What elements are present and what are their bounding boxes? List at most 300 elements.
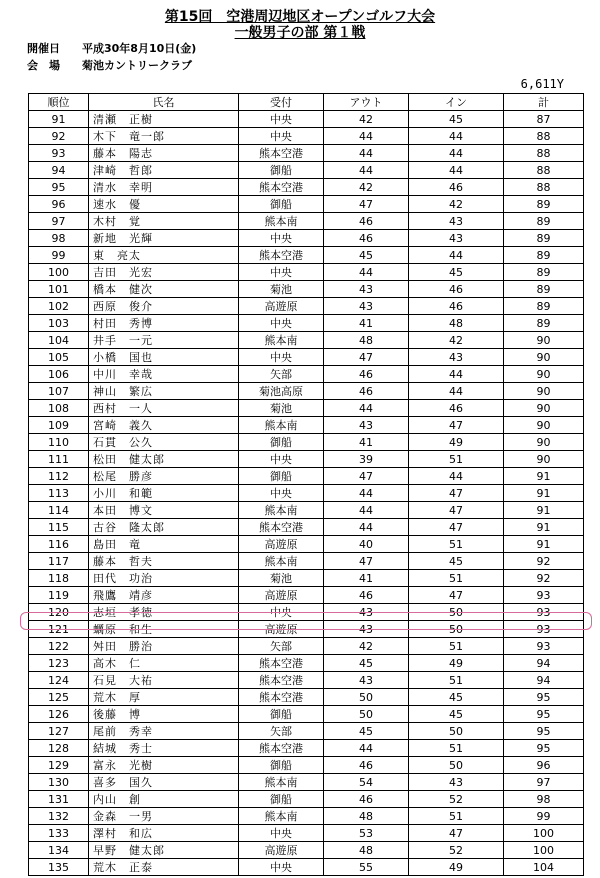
cell-club: 熊本南 bbox=[239, 213, 324, 230]
cell-name: 松田 健太郎 bbox=[89, 451, 239, 468]
cell-rank: 110 bbox=[29, 434, 89, 451]
cell-out: 41 bbox=[324, 570, 409, 587]
cell-in: 44 bbox=[409, 162, 504, 179]
cell-in: 51 bbox=[409, 740, 504, 757]
cell-in: 51 bbox=[409, 451, 504, 468]
cell-name: 松尾 勝彦 bbox=[89, 468, 239, 485]
cell-club: 菊池 bbox=[239, 281, 324, 298]
cell-name: 清水 幸明 bbox=[89, 179, 239, 196]
table-row bbox=[29, 757, 584, 774]
cell-total: 99 bbox=[504, 808, 584, 825]
cell-out: 48 bbox=[324, 808, 409, 825]
cell-rank: 92 bbox=[29, 128, 89, 145]
cell-club: 中央 bbox=[239, 349, 324, 366]
cell-in: 49 bbox=[409, 655, 504, 672]
date-label: 開催日 bbox=[27, 42, 60, 55]
cell-in: 49 bbox=[409, 434, 504, 451]
cell-in: 45 bbox=[409, 553, 504, 570]
venue-label: 会 場 bbox=[27, 59, 60, 72]
cell-out: 44 bbox=[324, 502, 409, 519]
cell-in: 46 bbox=[409, 400, 504, 417]
cell-out: 44 bbox=[324, 400, 409, 417]
cell-club: 菊池 bbox=[239, 400, 324, 417]
cell-rank: 101 bbox=[29, 281, 89, 298]
cell-club: 熊本空港 bbox=[239, 179, 324, 196]
cell-rank: 124 bbox=[29, 672, 89, 689]
cell-club: 中央 bbox=[239, 825, 324, 842]
cell-club: 御船 bbox=[239, 468, 324, 485]
table-row bbox=[29, 621, 584, 638]
cell-total: 100 bbox=[504, 842, 584, 859]
cell-name: 内山 創 bbox=[89, 791, 239, 808]
table-row bbox=[29, 706, 584, 723]
cell-out: 43 bbox=[324, 672, 409, 689]
table-row bbox=[29, 485, 584, 502]
cell-name: 荒木 厚 bbox=[89, 689, 239, 706]
cell-total: 90 bbox=[504, 417, 584, 434]
cell-in: 46 bbox=[409, 179, 504, 196]
cell-rank: 102 bbox=[29, 298, 89, 315]
cell-out: 43 bbox=[324, 281, 409, 298]
cell-name: 藤本 哲夫 bbox=[89, 553, 239, 570]
cell-out: 42 bbox=[324, 111, 409, 128]
cell-in: 46 bbox=[409, 298, 504, 315]
cell-in: 46 bbox=[409, 281, 504, 298]
cell-out: 43 bbox=[324, 298, 409, 315]
cell-out: 39 bbox=[324, 451, 409, 468]
cell-total: 89 bbox=[504, 196, 584, 213]
cell-rank: 127 bbox=[29, 723, 89, 740]
cell-total: 88 bbox=[504, 179, 584, 196]
cell-out: 46 bbox=[324, 757, 409, 774]
table-row bbox=[29, 264, 584, 281]
cell-rank: 134 bbox=[29, 842, 89, 859]
cell-total: 95 bbox=[504, 740, 584, 757]
cell-club: 御船 bbox=[239, 757, 324, 774]
cell-name: 村田 秀博 bbox=[89, 315, 239, 332]
cell-in: 52 bbox=[409, 791, 504, 808]
cell-total: 91 bbox=[504, 468, 584, 485]
cell-rank: 103 bbox=[29, 315, 89, 332]
cell-total: 90 bbox=[504, 366, 584, 383]
cell-out: 50 bbox=[324, 706, 409, 723]
cell-club: 熊本空港 bbox=[239, 689, 324, 706]
cell-in: 50 bbox=[409, 604, 504, 621]
cell-name: 西村 一人 bbox=[89, 400, 239, 417]
cell-rank: 129 bbox=[29, 757, 89, 774]
cell-in: 49 bbox=[409, 859, 504, 876]
cell-out: 44 bbox=[324, 162, 409, 179]
cell-out: 43 bbox=[324, 604, 409, 621]
cell-out: 45 bbox=[324, 655, 409, 672]
cell-in: 44 bbox=[409, 247, 504, 264]
cell-club: 中央 bbox=[239, 485, 324, 502]
cell-total: 95 bbox=[504, 723, 584, 740]
table-row bbox=[29, 536, 584, 553]
cell-name: 宮崎 義久 bbox=[89, 417, 239, 434]
cell-out: 45 bbox=[324, 723, 409, 740]
cell-out: 44 bbox=[324, 145, 409, 162]
cell-total: 88 bbox=[504, 162, 584, 179]
cell-rank: 132 bbox=[29, 808, 89, 825]
cell-total: 91 bbox=[504, 485, 584, 502]
cell-rank: 118 bbox=[29, 570, 89, 587]
cell-name: 金森 一男 bbox=[89, 808, 239, 825]
cell-total: 92 bbox=[504, 553, 584, 570]
cell-total: 95 bbox=[504, 689, 584, 706]
table-row bbox=[29, 791, 584, 808]
cell-name: 井手 一元 bbox=[89, 332, 239, 349]
table-row bbox=[29, 111, 584, 128]
cell-out: 44 bbox=[324, 519, 409, 536]
cell-total: 89 bbox=[504, 281, 584, 298]
cell-club: 高遊原 bbox=[239, 842, 324, 859]
cell-rank: 96 bbox=[29, 196, 89, 213]
cell-rank: 119 bbox=[29, 587, 89, 604]
cell-in: 51 bbox=[409, 808, 504, 825]
table-row bbox=[29, 315, 584, 332]
cell-club: 中央 bbox=[239, 451, 324, 468]
cell-club: 熊本空港 bbox=[239, 519, 324, 536]
cell-total: 88 bbox=[504, 128, 584, 145]
table-body bbox=[29, 111, 584, 876]
cell-name: 石見 大祐 bbox=[89, 672, 239, 689]
cell-club: 中央 bbox=[239, 604, 324, 621]
cell-out: 44 bbox=[324, 128, 409, 145]
cell-rank: 113 bbox=[29, 485, 89, 502]
cell-name: 石貫 公久 bbox=[89, 434, 239, 451]
page-subtitle: 一般男子の部 第１戦 bbox=[234, 25, 366, 41]
cell-out: 43 bbox=[324, 417, 409, 434]
table-row bbox=[29, 468, 584, 485]
cell-name: 津崎 哲郎 bbox=[89, 162, 239, 179]
cell-club: 中央 bbox=[239, 859, 324, 876]
cell-rank: 122 bbox=[29, 638, 89, 655]
table-row bbox=[29, 859, 584, 876]
table-row bbox=[29, 434, 584, 451]
cell-total: 93 bbox=[504, 587, 584, 604]
cell-out: 46 bbox=[324, 587, 409, 604]
cell-club: 熊本空港 bbox=[239, 145, 324, 162]
cell-out: 46 bbox=[324, 230, 409, 247]
cell-club: 熊本空港 bbox=[239, 247, 324, 264]
table-row bbox=[29, 502, 584, 519]
cell-rank: 98 bbox=[29, 230, 89, 247]
cell-in: 47 bbox=[409, 417, 504, 434]
table-row bbox=[29, 451, 584, 468]
col-club: 受付 bbox=[239, 94, 324, 111]
cell-name: 本田 博文 bbox=[89, 502, 239, 519]
venue-value: 菊池カントリークラブ bbox=[82, 59, 192, 72]
cell-in: 51 bbox=[409, 536, 504, 553]
cell-name: 古谷 隆太郎 bbox=[89, 519, 239, 536]
venue-row bbox=[27, 59, 192, 73]
table-row bbox=[29, 774, 584, 791]
cell-in: 50 bbox=[409, 757, 504, 774]
table-row bbox=[29, 213, 584, 230]
cell-club: 熊本南 bbox=[239, 808, 324, 825]
cell-name: 木村 覚 bbox=[89, 213, 239, 230]
cell-total: 94 bbox=[504, 655, 584, 672]
cell-name: 田代 功治 bbox=[89, 570, 239, 587]
cell-rank: 131 bbox=[29, 791, 89, 808]
cell-club: 矢部 bbox=[239, 638, 324, 655]
cell-name: 高木 仁 bbox=[89, 655, 239, 672]
cell-in: 43 bbox=[409, 349, 504, 366]
cell-rank: 130 bbox=[29, 774, 89, 791]
cell-rank: 109 bbox=[29, 417, 89, 434]
cell-out: 44 bbox=[324, 740, 409, 757]
cell-total: 91 bbox=[504, 519, 584, 536]
table-row bbox=[29, 383, 584, 400]
table-row bbox=[29, 298, 584, 315]
cell-name: 藤本 陽志 bbox=[89, 145, 239, 162]
results-table bbox=[28, 93, 584, 876]
cell-rank: 106 bbox=[29, 366, 89, 383]
cell-name: 富永 光樹 bbox=[89, 757, 239, 774]
cell-name: 木下 竜一郎 bbox=[89, 128, 239, 145]
cell-in: 51 bbox=[409, 570, 504, 587]
cell-in: 47 bbox=[409, 825, 504, 842]
cell-out: 55 bbox=[324, 859, 409, 876]
cell-club: 熊本南 bbox=[239, 553, 324, 570]
table-row bbox=[29, 808, 584, 825]
cell-total: 90 bbox=[504, 383, 584, 400]
cell-name: 神山 繁広 bbox=[89, 383, 239, 400]
table-row bbox=[29, 655, 584, 672]
cell-out: 45 bbox=[324, 247, 409, 264]
cell-out: 48 bbox=[324, 332, 409, 349]
cell-rank: 115 bbox=[29, 519, 89, 536]
table-header-row bbox=[29, 94, 584, 111]
cell-rank: 123 bbox=[29, 655, 89, 672]
cell-name: 澤村 和広 bbox=[89, 825, 239, 842]
table-row bbox=[29, 519, 584, 536]
cell-name: 小川 和範 bbox=[89, 485, 239, 502]
cell-total: 100 bbox=[504, 825, 584, 842]
table-row bbox=[29, 145, 584, 162]
cell-name: 後藤 博 bbox=[89, 706, 239, 723]
cell-total: 89 bbox=[504, 247, 584, 264]
cell-in: 43 bbox=[409, 213, 504, 230]
cell-name: 尾前 秀幸 bbox=[89, 723, 239, 740]
cell-out: 54 bbox=[324, 774, 409, 791]
cell-rank: 108 bbox=[29, 400, 89, 417]
cell-club: 熊本南 bbox=[239, 417, 324, 434]
cell-name: 荒木 正泰 bbox=[89, 859, 239, 876]
cell-out: 43 bbox=[324, 621, 409, 638]
cell-total: 104 bbox=[504, 859, 584, 876]
cell-club: 御船 bbox=[239, 706, 324, 723]
cell-out: 41 bbox=[324, 315, 409, 332]
cell-out: 41 bbox=[324, 434, 409, 451]
cell-total: 92 bbox=[504, 570, 584, 587]
cell-club: 高遊原 bbox=[239, 536, 324, 553]
cell-club: 御船 bbox=[239, 434, 324, 451]
cell-club: 中央 bbox=[239, 264, 324, 281]
cell-total: 90 bbox=[504, 332, 584, 349]
cell-club: 御船 bbox=[239, 196, 324, 213]
cell-rank: 105 bbox=[29, 349, 89, 366]
cell-total: 95 bbox=[504, 706, 584, 723]
cell-total: 91 bbox=[504, 536, 584, 553]
cell-out: 48 bbox=[324, 842, 409, 859]
cell-total: 93 bbox=[504, 638, 584, 655]
table-row bbox=[29, 281, 584, 298]
cell-club: 御船 bbox=[239, 162, 324, 179]
cell-club: 菊池高原 bbox=[239, 383, 324, 400]
cell-total: 93 bbox=[504, 621, 584, 638]
cell-in: 44 bbox=[409, 366, 504, 383]
table-row bbox=[29, 570, 584, 587]
table-row bbox=[29, 672, 584, 689]
table-row bbox=[29, 128, 584, 145]
cell-in: 45 bbox=[409, 264, 504, 281]
table-row bbox=[29, 825, 584, 842]
cell-name: 喜多 国久 bbox=[89, 774, 239, 791]
cell-total: 90 bbox=[504, 400, 584, 417]
cell-in: 50 bbox=[409, 723, 504, 740]
page-title: 第15回 空港周辺地区オープンゴルフ大会 bbox=[164, 9, 436, 25]
cell-out: 50 bbox=[324, 689, 409, 706]
cell-club: 菊池 bbox=[239, 570, 324, 587]
cell-total: 89 bbox=[504, 213, 584, 230]
col-total: 計 bbox=[504, 94, 584, 111]
cell-out: 40 bbox=[324, 536, 409, 553]
cell-in: 51 bbox=[409, 672, 504, 689]
table-row bbox=[29, 723, 584, 740]
cell-club: 御船 bbox=[239, 791, 324, 808]
cell-rank: 107 bbox=[29, 383, 89, 400]
cell-out: 44 bbox=[324, 485, 409, 502]
cell-in: 43 bbox=[409, 774, 504, 791]
cell-total: 90 bbox=[504, 434, 584, 451]
cell-name: 蠣原 和生 bbox=[89, 621, 239, 638]
cell-rank: 94 bbox=[29, 162, 89, 179]
cell-total: 97 bbox=[504, 774, 584, 791]
cell-club: 熊本南 bbox=[239, 332, 324, 349]
cell-rank: 125 bbox=[29, 689, 89, 706]
cell-total: 93 bbox=[504, 604, 584, 621]
cell-club: 中央 bbox=[239, 315, 324, 332]
cell-club: 熊本南 bbox=[239, 502, 324, 519]
table-row bbox=[29, 689, 584, 706]
cell-in: 43 bbox=[409, 230, 504, 247]
yardage: 6,611Y bbox=[520, 77, 564, 91]
cell-club: 熊本南 bbox=[239, 774, 324, 791]
col-out: アウト bbox=[324, 94, 409, 111]
table-row bbox=[29, 638, 584, 655]
cell-name: 結城 秀士 bbox=[89, 740, 239, 757]
cell-out: 46 bbox=[324, 366, 409, 383]
cell-rank: 99 bbox=[29, 247, 89, 264]
cell-name: 速水 優 bbox=[89, 196, 239, 213]
table-row bbox=[29, 196, 584, 213]
cell-name: 舛田 勝治 bbox=[89, 638, 239, 655]
cell-total: 89 bbox=[504, 264, 584, 281]
cell-in: 47 bbox=[409, 502, 504, 519]
cell-total: 88 bbox=[504, 145, 584, 162]
cell-rank: 100 bbox=[29, 264, 89, 281]
table-row bbox=[29, 587, 584, 604]
cell-total: 91 bbox=[504, 502, 584, 519]
cell-total: 89 bbox=[504, 230, 584, 247]
cell-in: 45 bbox=[409, 111, 504, 128]
cell-in: 47 bbox=[409, 485, 504, 502]
cell-out: 42 bbox=[324, 179, 409, 196]
cell-name: 島田 竜 bbox=[89, 536, 239, 553]
cell-name: 早野 健太郎 bbox=[89, 842, 239, 859]
cell-name: 小橋 国也 bbox=[89, 349, 239, 366]
cell-in: 48 bbox=[409, 315, 504, 332]
cell-total: 89 bbox=[504, 298, 584, 315]
cell-total: 90 bbox=[504, 349, 584, 366]
cell-club: 熊本空港 bbox=[239, 655, 324, 672]
cell-in: 42 bbox=[409, 332, 504, 349]
cell-club: 熊本空港 bbox=[239, 740, 324, 757]
cell-rank: 93 bbox=[29, 145, 89, 162]
cell-club: 矢部 bbox=[239, 723, 324, 740]
table-row bbox=[29, 417, 584, 434]
col-name: 氏名 bbox=[89, 94, 239, 111]
cell-in: 45 bbox=[409, 689, 504, 706]
cell-in: 44 bbox=[409, 468, 504, 485]
table-row bbox=[29, 179, 584, 196]
cell-in: 44 bbox=[409, 128, 504, 145]
cell-rank: 135 bbox=[29, 859, 89, 876]
cell-club: 熊本空港 bbox=[239, 672, 324, 689]
table-row bbox=[29, 230, 584, 247]
table-row bbox=[29, 162, 584, 179]
table-row bbox=[29, 349, 584, 366]
cell-out: 47 bbox=[324, 553, 409, 570]
cell-name: 飛鷹 靖彦 bbox=[89, 587, 239, 604]
cell-rank: 126 bbox=[29, 706, 89, 723]
cell-rank: 133 bbox=[29, 825, 89, 842]
cell-name: 志垣 孝徳 bbox=[89, 604, 239, 621]
cell-rank: 116 bbox=[29, 536, 89, 553]
cell-rank: 111 bbox=[29, 451, 89, 468]
cell-club: 中央 bbox=[239, 128, 324, 145]
cell-rank: 121 bbox=[29, 621, 89, 638]
col-rank: 順位 bbox=[29, 94, 89, 111]
cell-total: 96 bbox=[504, 757, 584, 774]
cell-total: 89 bbox=[504, 315, 584, 332]
cell-rank: 91 bbox=[29, 111, 89, 128]
cell-total: 90 bbox=[504, 451, 584, 468]
cell-total: 87 bbox=[504, 111, 584, 128]
cell-total: 98 bbox=[504, 791, 584, 808]
table-row bbox=[29, 842, 584, 859]
cell-out: 47 bbox=[324, 349, 409, 366]
cell-in: 47 bbox=[409, 519, 504, 536]
cell-rank: 117 bbox=[29, 553, 89, 570]
cell-name: 清瀬 正樹 bbox=[89, 111, 239, 128]
cell-name: 中川 幸哉 bbox=[89, 366, 239, 383]
cell-name: 橋本 健次 bbox=[89, 281, 239, 298]
cell-club: 高遊原 bbox=[239, 621, 324, 638]
cell-in: 51 bbox=[409, 638, 504, 655]
cell-name: 西原 俊介 bbox=[89, 298, 239, 315]
table-row bbox=[29, 604, 584, 621]
col-in: イン bbox=[409, 94, 504, 111]
cell-club: 高遊原 bbox=[239, 298, 324, 315]
cell-out: 42 bbox=[324, 638, 409, 655]
cell-in: 47 bbox=[409, 587, 504, 604]
cell-club: 中央 bbox=[239, 111, 324, 128]
cell-name: 東 亮太 bbox=[89, 247, 239, 264]
cell-club: 中央 bbox=[239, 230, 324, 247]
